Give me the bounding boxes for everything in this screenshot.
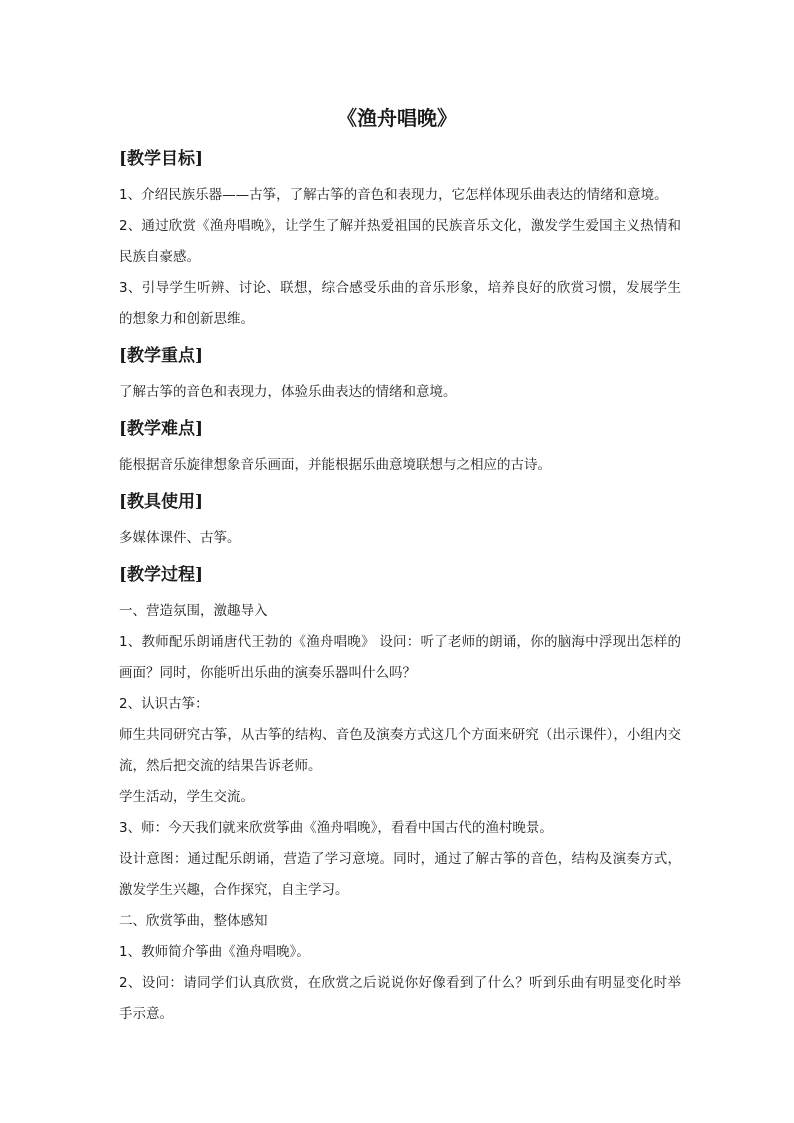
section-heading: [教具使用] <box>119 492 204 512</box>
section-heading: [教学重点] <box>119 346 204 366</box>
paragraph: 3、引导学生听辨、讨论、联想，综合感受乐曲的音乐形象，培养良好的欣赏习惯，发展学生的想象力和创新思维。 <box>119 280 681 327</box>
paragraph: 学生活动，学生交流。 <box>119 789 254 805</box>
paragraph: 能根据音乐旋律想象音乐画面，并能根据乐曲意境联想与之相应的古诗。 <box>119 457 551 473</box>
paragraph: 2、通过欣赏《渔舟唱晚》，让学生了解并热爱祖国的民族音乐文化，激发学生爱国主义热情和民族自豪感。 <box>119 218 681 265</box>
paragraph: 一、营造氛围，激趣导入 <box>119 603 268 619</box>
paragraph: 1、教师配乐朗诵唐代王勃的《渔舟唱晚》 设问：听了老师的朗诵，你的脑海中浮现出怎样的画面？同时，你能听出乐曲的演奏乐器叫什么吗？ <box>119 634 681 681</box>
section-heading: [教学目标] <box>119 149 204 169</box>
section-process <box>119 554 681 1030</box>
section-heading: [教学难点] <box>119 419 204 439</box>
paragraph: 设计意图：通过配乐朗诵，营造了学习意境。同时，通过了解古筝的音色，结构及演奏方式，激发学生兴趣，合作探究，自主学习。 <box>119 851 681 898</box>
paragraph: 1、介绍民族乐器——古筝，了解古筝的音色和表现力，它怎样体现乐曲表达的情绪和意境。 <box>119 187 668 203</box>
paragraph: 1、教师简介筝曲《渔舟唱晚》。 <box>119 944 310 960</box>
section-tools <box>119 481 681 554</box>
section-objectives <box>119 138 681 335</box>
paragraph: 多媒体课件、古筝。 <box>119 530 241 546</box>
section-heading: [教学过程] <box>119 565 204 585</box>
paragraph: 二、欣赏筝曲，整体感知 <box>119 913 268 929</box>
document-title: 《渔舟唱晚》 <box>337 106 457 130</box>
paragraph: 3、师：今天我们就来欣赏筝曲《渔舟唱晚》，看看中国古代的渔村晚景。 <box>119 820 553 836</box>
document-body <box>119 138 681 1030</box>
paragraph: 了解古筝的音色和表现力，体验乐曲表达的情绪和意境。 <box>119 384 457 400</box>
section-key-points <box>119 335 681 408</box>
paragraph: 2、认识古筝： <box>119 696 209 712</box>
paragraph: 2、设问：请同学们认真欣赏，在欣赏之后说说你好像看到了什么？听到乐曲有明显变化时举手示意。 <box>119 975 681 1022</box>
section-difficulties <box>119 408 681 481</box>
paragraph: 师生共同研究古筝，从古筝的结构、音色及演奏方式这几个方面来研究（出示课件），小组内交流，然后把交流的结果告诉老师。 <box>119 727 681 774</box>
